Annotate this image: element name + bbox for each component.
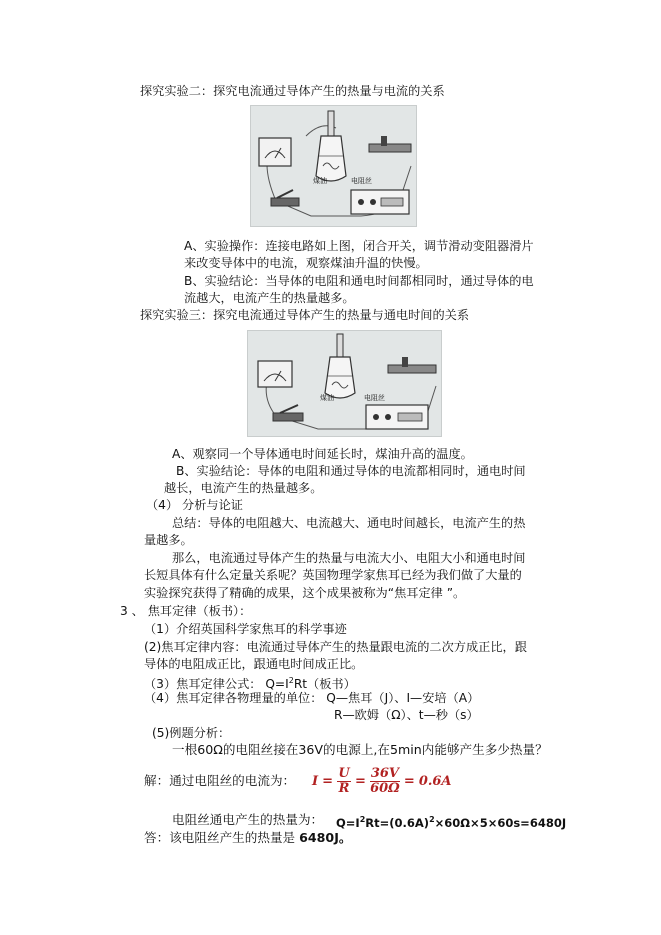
joule-item3-post: Rt（板书） — [293, 677, 356, 692]
joule-item2-line2: 导体的电阻成正比，跟通电时间成正比。 — [144, 657, 364, 671]
exp3-b-line2: 越长，电流产生的热量越多。 — [164, 481, 323, 495]
exp2-b-line1: B、实验结论：当导体的电阻和通电时间都相同时，通过导体的电 — [184, 274, 534, 288]
eq-numerator: 36V — [370, 765, 399, 781]
joule-item3-pre: （3）焦耳定律公式： Q=I — [144, 677, 289, 692]
joule-item3-sup: 2 — [288, 676, 294, 685]
analysis-summary-line1: 总结：导体的电阻越大、电流越大、通电时间越长，电流产生的热 — [172, 516, 526, 530]
analysis-para-line2: 长短具体有什么定量关系呢？英国物理学家焦耳已经为我们做了大量的 — [144, 568, 522, 582]
analysis-para-line1: 那么，电流通过导体产生的热量与电流大小、电阻大小和通电时间 — [172, 551, 526, 565]
eq-equals-3: = — [403, 773, 415, 789]
exp3-fig-label-wire: 电阻丝 — [364, 394, 385, 402]
analysis-summary-line2: 量越多。 — [144, 533, 193, 547]
analysis-para-line3: 实验探究获得了精确的成果，这个成果被称为“焦耳定律 ”。 — [144, 586, 466, 600]
exp2-fig-label-oil: 煤油 — [313, 177, 327, 185]
exp3-title: 探究实验三：探究电流通过导体产生的热量与通电时间的关系 — [140, 308, 470, 322]
eq-result: 0.6A — [418, 773, 452, 789]
eq-equals-2: = — [355, 773, 366, 789]
eq-I: I — [312, 773, 319, 789]
exp2-fig-label-wire: 电阻丝 — [351, 177, 372, 185]
exp3-a-line: A、观察同一个导体通电时间延长时，煤油升高的温度。 — [172, 447, 473, 461]
joule-item5: (5)例题分析： — [152, 726, 231, 740]
exp2-a-line2: 来改变导体中的电流，观察煤油升温的快慢。 — [184, 256, 428, 270]
exp3-b-line1: B、实验结论：导体的电阻和通过导体的电流都相同时，通电时间 — [176, 464, 526, 478]
answer-line — [144, 830, 351, 846]
eq-fraction-values — [370, 767, 400, 796]
eq-fraction-ur — [337, 767, 351, 796]
answer-value: 6480J。 — [299, 830, 352, 845]
eq-denominator: 60Ω — [370, 780, 400, 796]
heat-equation — [336, 812, 566, 831]
heat-eq-c: ×60Ω×5×60s=6480J — [434, 815, 567, 830]
heat-prefix: 电阻丝通电产生的热量为： — [172, 812, 324, 827]
eq-R: R — [338, 780, 350, 796]
current-equation — [312, 762, 452, 800]
heat-eq-b: Rt=(0.6A) — [365, 815, 430, 830]
exp2-b-line2: 流越大，电流产生的热量越多。 — [184, 291, 355, 305]
exp2-title: 探究实验二：探究电流通过导体产生的热量与电流的关系 — [140, 84, 445, 98]
joule-item4-line1: （4）焦耳定律各物理量的单位： Q—焦耳（J）、I—安培（A） — [144, 691, 480, 705]
exp3-apparatus-figure — [247, 330, 442, 437]
eq-U: U — [338, 765, 350, 781]
exp2-a-line1: A、实验操作：连接电路如上图，闭合开关，调节滑动变阻器滑片 — [184, 239, 534, 253]
eq-equals-1: = — [322, 773, 333, 789]
solution-prefix: 解：通过电阻丝的电流为： — [144, 773, 296, 788]
exp3-fig-label-oil: 煤油 — [320, 394, 334, 402]
answer-prefix: 答：该电阻丝产生的热量是 — [144, 830, 300, 845]
joule-heading: 3 、 焦耳定律（板书）： — [120, 604, 252, 618]
joule-item4-line2: R—欧姆（Ω）、t—秒（s） — [334, 708, 479, 722]
heat-eq-a: Q=I — [336, 815, 360, 830]
joule-item2-line1: (2)焦耳定律内容：电流通过导体产生的热量跟电流的二次方成正比，跟 — [144, 640, 527, 654]
analysis-heading: （4） 分析与论证 — [146, 498, 243, 512]
joule-item1: （1）介绍英国科学家焦耳的科学事迹 — [144, 622, 347, 636]
heat-eq-sup2: 2 — [429, 815, 435, 824]
heat-eq-sup1: 2 — [359, 815, 366, 824]
joule-problem: 一根60Ω的电阻丝接在36V的电源上,在5min内能够产生多少热量？ — [172, 742, 548, 757]
exp2-apparatus-figure — [250, 105, 417, 227]
